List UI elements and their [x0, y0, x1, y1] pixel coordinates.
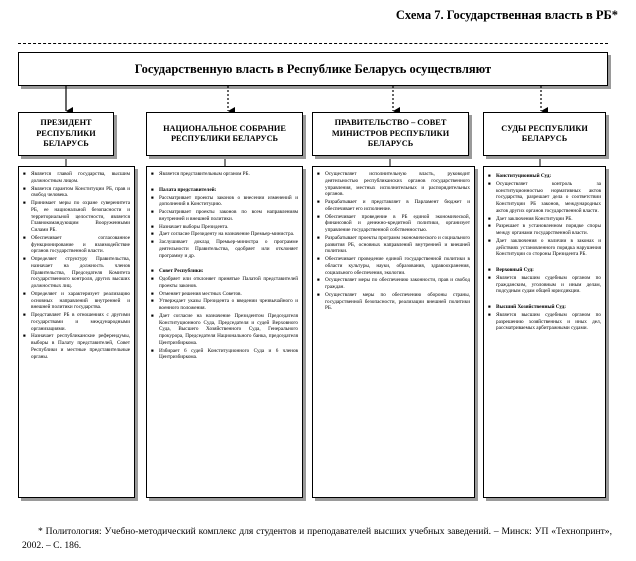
- list-item: ■ Разрабатывает и представляет в Парламент бюджет и обеспечивает его исполнение.: [317, 199, 470, 213]
- list-item: ■ Утверждает указы Президента о введении чрезвычайного и военного положения.: [151, 298, 298, 312]
- list-item: ■ Отменяет решения местных Советов.: [151, 291, 298, 298]
- list-subheading: ■ Совет Республики:: [151, 268, 298, 275]
- list-item: ■ Назначает выборы Президента.: [151, 224, 298, 231]
- list-gap: [151, 260, 298, 266]
- list-item: ■ Является высшим судебным органом по разрешению хозяйственных и иных дел, рассматриваемых арбитражными судами.: [488, 312, 601, 332]
- header-courts: [483, 112, 606, 156]
- list-item: ■ Назначает республиканские референдумы, выборы в Палату представителей, Совет Республики и местные представительные органы.: [23, 333, 130, 360]
- list-item: ■ Принимает меры по охране суверенитета РБ, ее национальной безопасности и территориальной целостности, является Главнокомандующим Вооруженными Силами РБ.: [23, 200, 130, 234]
- list-courts: [488, 173, 601, 332]
- list-item: ■ Является главой государства, высшим должностным лицом.: [23, 171, 130, 185]
- list-item: ■ Избирает 6 судей Конституционного Суда и 6 членов Центризбиркома.: [151, 348, 298, 362]
- list-subheading: ■ Палата представителей:: [151, 187, 298, 194]
- top-box-label: Государственную власть в Республике Беларусь осуществляют: [134, 61, 492, 76]
- list-item: ■ Определяет и характеризует реализацию основных направлений внутренней и внешней политики государства.: [23, 291, 130, 311]
- list-item: ■ Осуществляет меры по обеспечению обороны страны, государственной безопасности, реализации внешней политики РБ.: [317, 292, 470, 312]
- list-subheading: ■ Верховный Суд:: [488, 267, 601, 274]
- list-government: [317, 171, 470, 312]
- list-subheading: ■ Высший Хозяйственный Суд:: [488, 304, 601, 311]
- column-president: [18, 166, 135, 498]
- header-president-label: ПРЕЗИДЕНТ РЕСПУБЛИКИ БЕЛАРУСЬ: [36, 118, 96, 149]
- list-item: ■ Является представительным органом РБ.: [151, 171, 298, 178]
- header-parliament-label: НАЦИОНАЛЬНОЕ СОБРАНИЕ РЕСПУБЛИКИ БЕЛАРУСЬ: [163, 123, 286, 143]
- list-gap: [151, 179, 298, 185]
- list-item: ■ Дает согласие Президенту на назначение Премьер-министра.: [151, 231, 298, 238]
- list-item: ■ Обеспечивает проведение в РБ единой экономической, финансовой и денежно-кредитной политики, организует управление государственной собственностью.: [317, 214, 470, 234]
- list-item: ■ Заслушивает доклад Премьер-министра о программе деятельности Правительства, одобряет или отклоняет программу и др.: [151, 239, 298, 259]
- list-item: ■ Является высшим судебным органом по гражданским, уголовным и иным делам, подсудным судам общей юрисдикции.: [488, 275, 601, 295]
- list-item: ■ Обеспечивает согласованное функционирование и взаимодействие органов государственной власти.: [23, 235, 130, 255]
- list-item: ■ Рассматривает проекты законов о внесении изменений и дополнений в Конституцию.: [151, 195, 298, 209]
- list-item: ■ Определяет структуру Правительства, назначает на должность членов Правительства, Председателя Комитета государственного контроля, других высших должностных лиц.: [23, 256, 130, 290]
- list-item: ■ Разрабатывает проекты программ экономического и социального развития РБ, основных направлений внутренней и внешней политики.: [317, 235, 470, 255]
- diagram-title: Схема 7. Государственная власть в РБ*: [395, 8, 618, 22]
- list-parliament: [151, 171, 298, 361]
- list-item: ■ Одобряет или отклоняет принятые Палатой представителей проекты законов.: [151, 276, 298, 290]
- list-gap: [488, 296, 601, 302]
- list-item: ■ Дает заключения Конституции РБ.: [488, 216, 601, 223]
- list-item: ■ Обеспечивает проведение единой государственной политики в области культуры, науки, образования, здравоохранения, социального обеспечения, экологии.: [317, 256, 470, 276]
- list-item: ■ Является гарантом Конституции РБ, прав и свобод человека.: [23, 186, 130, 200]
- column-parliament: [146, 166, 303, 498]
- list-president: [23, 171, 130, 360]
- column-courts: [483, 166, 606, 498]
- list-item: ■ Рассматривает проекты законов по всем направлениям внутренней и внешней политики.: [151, 209, 298, 223]
- list-item: ■ Разрешает в установленном порядке споры между органами государственной власти.: [488, 223, 601, 237]
- column-government: [312, 166, 475, 498]
- list-item: ■ Представляет РБ в отношениях с другими государствами и международными организациями.: [23, 312, 130, 332]
- header-courts-label: СУДЫ РЕСПУБЛИКИ БЕЛАРУСЬ: [501, 123, 588, 143]
- list-item: ■ Осуществляет меры по обеспечению законности, прав и свобод граждан.: [317, 277, 470, 291]
- header-president: [18, 112, 114, 156]
- footnote: * Политология: Учебно-методический комплекс для студентов и преподавателей высших учебных заведений. – Минск: УП «Технопринт», 2002. – С. 186.: [22, 526, 612, 551]
- list-gap: [488, 259, 601, 265]
- list-item: ■ Дает заключения о наличии в законах и действиях установленного порядка нарушения Конституции со стороны Президента РБ.: [488, 238, 601, 258]
- list-item: ■ Дает согласие на назначение Президентом Председателя Конституционного Суда, Председателя и судей Верховного Суда, Высшего Хозяйственного Суда, Генерального прокурора, Председателя Национального банка, председателя Центризбиркома.: [151, 313, 298, 347]
- list-item: ■ Осуществляет исполнительную власть, руководит деятельностью республиканских органов государственного управления, местных исполнительных и распорядительных органов.: [317, 171, 470, 198]
- header-government-label: ПРАВИТЕЛЬСТВО – СОВЕТ МИНИСТРОВ РЕСПУБЛИКИ БЕЛАРУСЬ: [331, 118, 450, 149]
- header-government: [312, 112, 469, 156]
- header-parliament: [146, 112, 303, 156]
- list-subheading: ■ Конституционный Суд:: [488, 173, 601, 180]
- list-item: ■ Осуществляет контроль за конституционностью нормативных актов государства, разрешает дела о соответствии Конституции РБ законов, международных актов других органов государственной власти.: [488, 181, 601, 215]
